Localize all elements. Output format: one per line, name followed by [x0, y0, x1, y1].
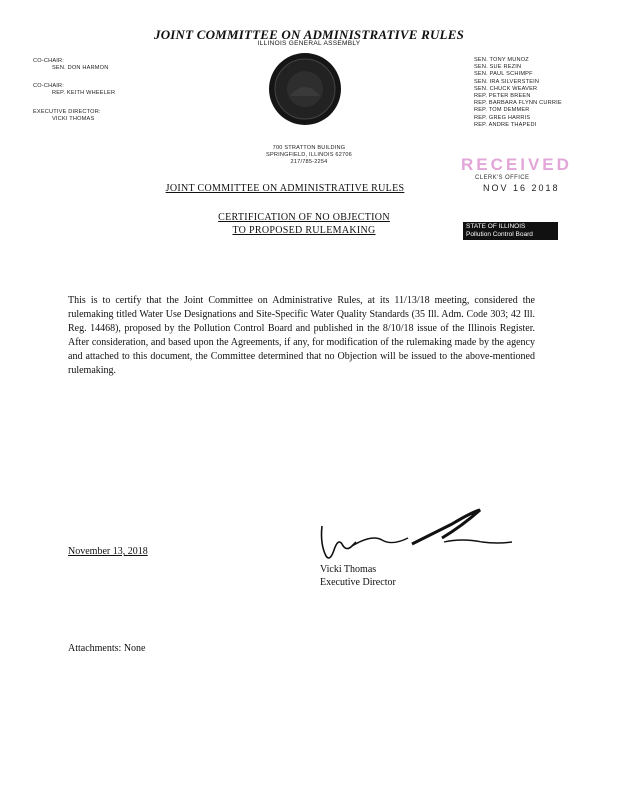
exec-director-name: VICKI THOMAS [52, 116, 95, 122]
member-item: SEN. IRA SILVERSTEIN [474, 78, 540, 85]
address-line: SPRINGFIELD, ILLINOIS 62706 [266, 152, 352, 159]
member-item: SEN. TONY MUNOZ [474, 57, 529, 63]
address-line: 700 STRATTON BUILDING [272, 145, 346, 151]
document-title: JOINT COMMITTEE ON ADMINISTRATIVE RULES [165, 183, 405, 194]
member-item: SEN. CHUCK WEAVER [474, 85, 538, 92]
member-item: REP. PETER BREEN [474, 93, 531, 100]
signer-name: Vicki Thomas [320, 564, 377, 575]
co-chair-1-name: SEN. DON HARMON [52, 65, 109, 71]
member-item: REP. BARBARA FLYNN CURRIE [474, 100, 562, 107]
state-seal-icon [268, 52, 342, 126]
signer-block [320, 563, 396, 589]
co-chair-2-role: CO-CHAIR: [33, 83, 65, 89]
member-item: SEN. SUE REZIN [474, 64, 522, 71]
received-date: NOV 16 2018 [483, 183, 560, 193]
certification-body: This is to certify that the Joint Committee on Administrative Rules, at its 11/13/18 meeting, considered the rulemaking titled Water Use Designations and Site-Specific Water Quality Standards (35 Ill. Adm. Code 303; 42 Ill. Reg. 14468), proposed by the Pollution Control Board and published in the 8/10/18 issue of the Illinois Register. After consideration, and based upon the Agreements, if any, for modification of the rulemaking made by the agency and attached to this document, the Committee determined that no Objection will be issued to the above-mentioned rulemaking. [68, 295, 535, 376]
received-label: RECEIVED [461, 155, 572, 174]
agency-stamp-line1: STATE OF ILLINOIS [466, 223, 526, 230]
exec-director-role: EXECUTIVE DIRECTOR: [33, 109, 101, 115]
co-chair-1-role: CO-CHAIR: [33, 58, 65, 64]
phone-line: 217/785-2254 [290, 159, 328, 166]
member-item: REP. TOM DEMMER [474, 107, 530, 114]
signer-title: Executive Director [320, 577, 396, 588]
assembly-subtitle: ILLINOIS GENERAL ASSEMBLY [257, 40, 361, 47]
member-item: REP. GREG HARRIS [474, 114, 531, 121]
attachments-note: Attachments: None [68, 643, 146, 654]
signature-icon [312, 504, 522, 564]
member-item: REP. ANDRE THAPEDI [474, 121, 537, 128]
certification-title-line2: TO PROPOSED RULEMAKING [232, 225, 376, 236]
agency-stamp-line2: Pollution Control Board [466, 231, 533, 238]
certification-date: November 13, 2018 [68, 546, 148, 557]
co-chair-2-name: REP. KEITH WHEELER [52, 90, 116, 96]
members-list [474, 57, 614, 129]
committee-title: JOINT COMMITTEE ON ADMINISTRATIVE RULES [154, 27, 464, 42]
certification-title [0, 211, 608, 237]
certification-title-line1: CERTIFICATION OF NO OBJECTION [218, 212, 390, 223]
clerks-office-label: CLERK'S OFFICE [475, 175, 530, 181]
member-item: SEN. PAUL SCHIMPF [474, 71, 533, 78]
